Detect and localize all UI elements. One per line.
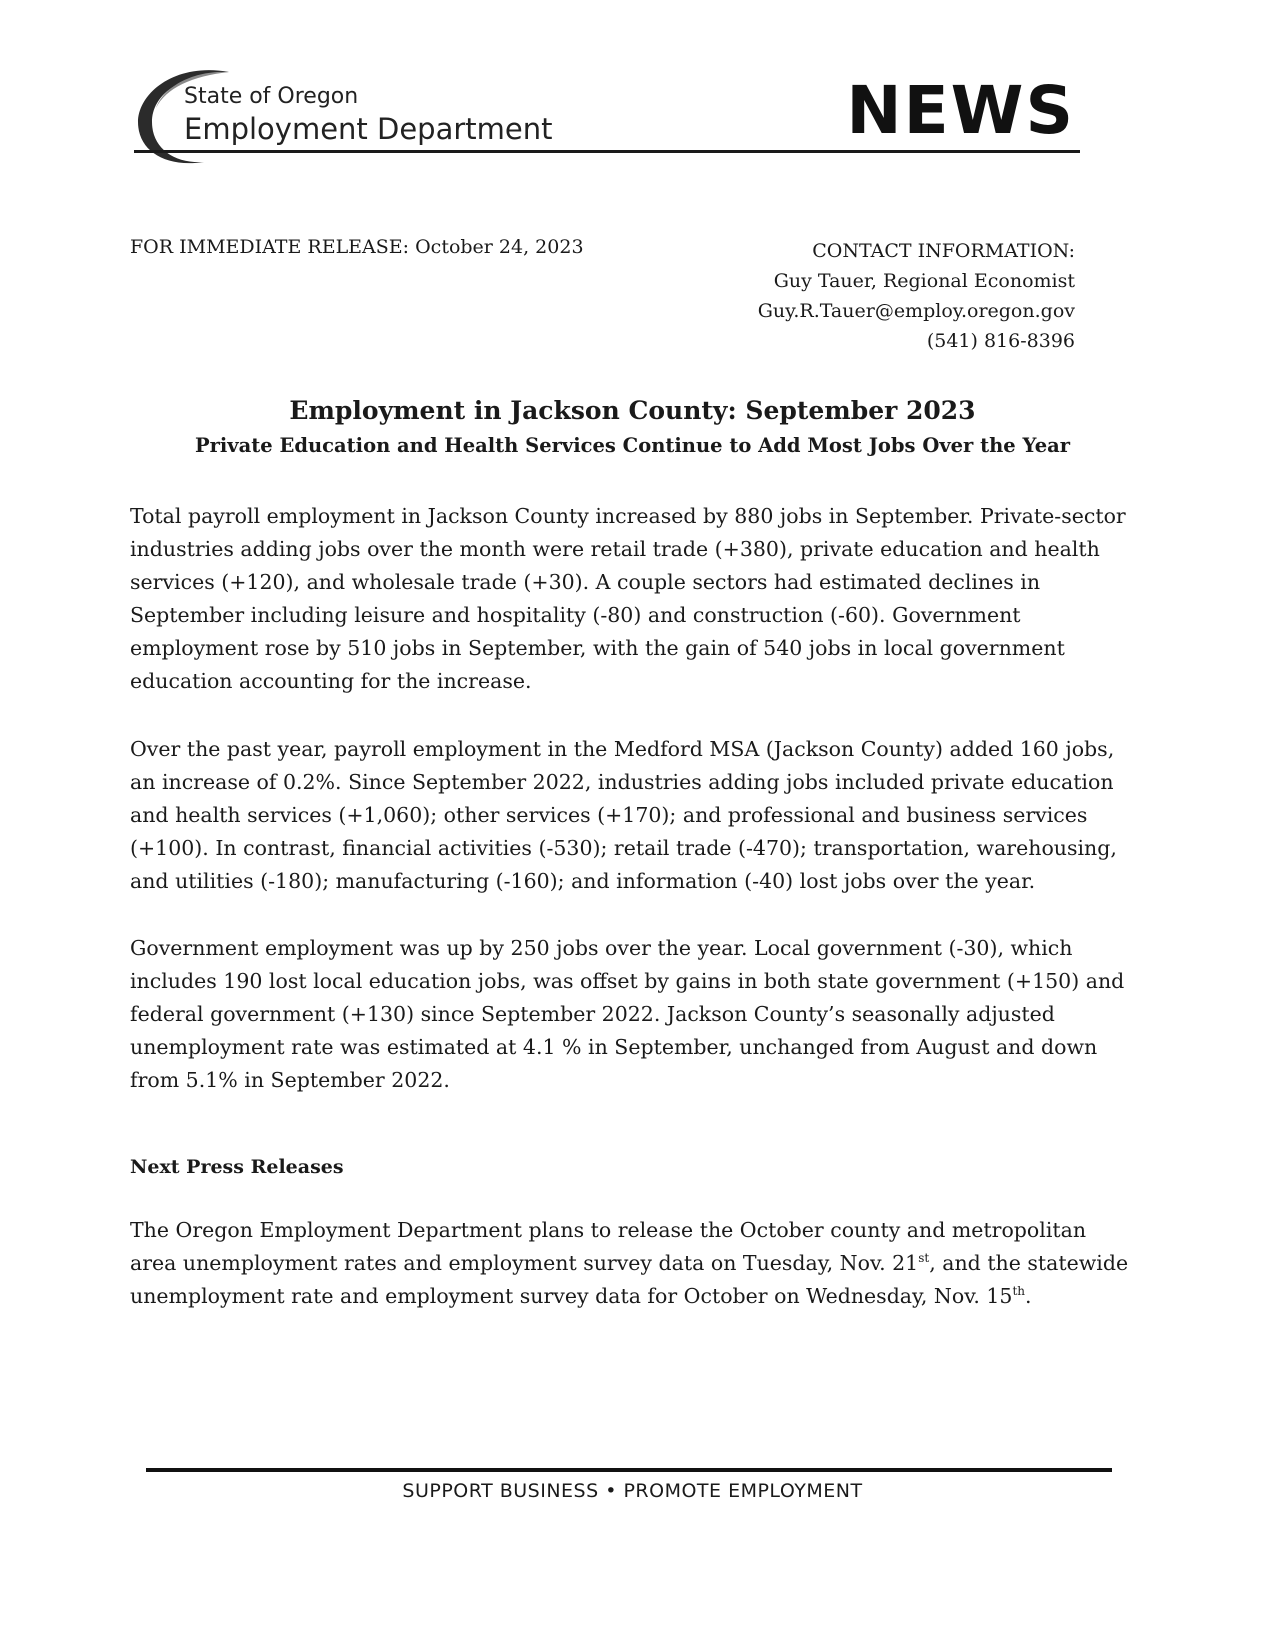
next-releases-text-a: The Oregon Employment Department plans to release the October county and metropolitan area unemployment rates and employment survey data on Tuesday, Nov. 21 xyxy=(130,1218,1087,1275)
contact-heading: CONTACT INFORMATION: xyxy=(812,240,1075,262)
paragraph-next-releases xyxy=(130,1214,1130,1313)
paragraph-yearly-change: Over the past year, payroll employment in the Medford MSA (Jackson County) added 160 jobs, an increase of 0.2%. Since September 2022, industries adding jobs included private education and health services (+1,060); other services (+170); and professional and business services (+100). In contrast, financial activities (-530); retail trade (-470); transportation, warehousing, and utilities (-180); manufacturing (-160); and information (-40) lost jobs over the year. xyxy=(130,737,1117,893)
contact-email[interactable]: Guy.R.Tauer@employ.oregon.gov xyxy=(757,300,1075,322)
oregon-employment-logo xyxy=(134,64,554,174)
contact-phone: (541) 816-8396 xyxy=(926,330,1075,352)
paragraph-government: Government employment was up by 250 jobs over the year. Local government (-30), which includes 190 lost local education jobs, was offset by gains in both state government (+150) and federal government (+130) since September 2022. Jackson County’s seasonally adjusted unemployment rate was estimated at 4.1 % in September, unchanged from August and down from 5.1% in September 2022. xyxy=(130,936,1125,1092)
next-releases-text-b: , and the statewide unemployment rate and employment survey data for October on Wednesday, Nov. 15 xyxy=(130,1251,1129,1308)
logo-department-text: Employment Department xyxy=(184,112,553,146)
contact-block xyxy=(758,236,1075,356)
paragraph-monthly-change: Total payroll employment in Jackson County increased by 880 jobs in September. Private-sector industries adding jobs over the month were retail trade (+380), private education and health services (+120), and wholesale trade (+30). A couple sectors had estimated declines in September including leisure and hospitality (-80) and construction (-60). Government employment rose by 510 jobs in September, with the gain of 540 jobs in local government education accounting for the increase. xyxy=(130,504,1126,693)
next-releases-text-c: . xyxy=(1025,1284,1032,1308)
next-releases-sup-a: st xyxy=(918,1251,930,1266)
footer-divider xyxy=(146,1468,1112,1472)
header-divider xyxy=(134,150,1080,153)
next-releases-heading: Next Press Releases xyxy=(130,1156,344,1178)
logo-state-text: State of Oregon xyxy=(184,84,359,109)
news-heading: NEWS xyxy=(846,72,1075,149)
next-releases-sup-b: th xyxy=(1012,1284,1026,1299)
page-subtitle: Private Education and Health Services Continue to Add Most Jobs Over the Year xyxy=(194,434,1071,457)
release-date: FOR IMMEDIATE RELEASE: October 24, 2023 xyxy=(130,236,584,258)
page-title: Employment in Jackson County: September 2023 xyxy=(289,396,976,425)
footer-slogan: SUPPORT BUSINESS • PROMOTE EMPLOYMENT xyxy=(402,1480,863,1502)
contact-name: Guy Tauer, Regional Economist xyxy=(773,270,1075,292)
